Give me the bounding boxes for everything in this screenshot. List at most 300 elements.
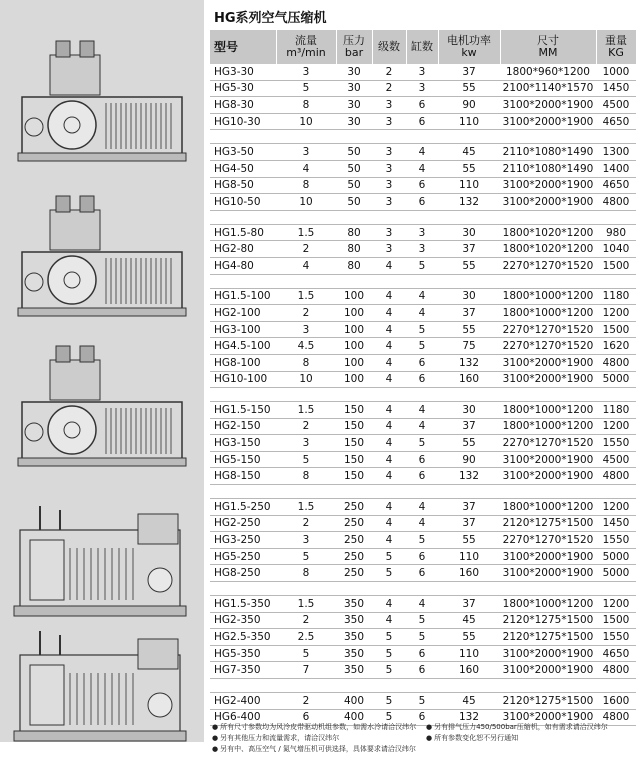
cell-size: 2120*1275*1500	[500, 515, 596, 532]
cell-model: HG3-100	[210, 321, 276, 338]
cell-cylinders: 6	[406, 468, 438, 485]
cell-model: HG2-100	[210, 305, 276, 322]
cell-flow: 8	[276, 354, 336, 371]
cell-flow: 3	[276, 321, 336, 338]
cell-pressure: 400	[336, 709, 372, 726]
cell-flow: 4	[276, 160, 336, 177]
cell-stages: 4	[372, 418, 406, 435]
cell-power: 132	[438, 194, 500, 211]
cell-stages: 2	[372, 64, 406, 80]
cell-pressure: 100	[336, 321, 372, 338]
cell-weight: 5000	[596, 371, 636, 388]
cell-cylinders: 3	[406, 80, 438, 97]
cell-power: 132	[438, 468, 500, 485]
cell-size: 2270*1270*1520	[500, 435, 596, 452]
cell-stages: 3	[372, 194, 406, 211]
cell-weight: 5000	[596, 548, 636, 565]
cell-cylinders: 5	[406, 612, 438, 629]
compressor-illustration	[10, 500, 190, 630]
cell-power: 45	[438, 612, 500, 629]
cell-stages: 3	[372, 144, 406, 161]
compressor-illustration	[10, 625, 190, 755]
cell-weight: 1400	[596, 160, 636, 177]
cell-pressure: 150	[336, 402, 372, 419]
cell-model: HG7-350	[210, 662, 276, 679]
cell-flow: 1.5	[276, 288, 336, 305]
cell-model: HG1.5-80	[210, 224, 276, 241]
cell-model: HG1.5-100	[210, 288, 276, 305]
cell-weight: 1180	[596, 402, 636, 419]
table-row	[210, 499, 636, 516]
cell-pressure: 80	[336, 257, 372, 274]
group-separator	[210, 679, 636, 693]
table-row	[210, 565, 636, 582]
cell-size: 1800*1000*1200	[500, 499, 596, 516]
cell-model: HG3-30	[210, 64, 276, 80]
cell-stages: 5	[372, 693, 406, 710]
cell-flow: 5	[276, 548, 336, 565]
header-size: 尺寸 MM	[500, 30, 596, 64]
cell-flow: 2	[276, 612, 336, 629]
table-row	[210, 354, 636, 371]
cell-cylinders: 4	[406, 515, 438, 532]
cell-power: 75	[438, 338, 500, 355]
cell-weight: 1450	[596, 80, 636, 97]
cell-size: 3100*2000*1900	[500, 97, 596, 114]
footnote: ● 另有其他压力和流量需求，请洽汉纬尔	[212, 734, 340, 742]
table-row	[210, 144, 636, 161]
cell-power: 55	[438, 80, 500, 97]
cell-weight: 1550	[596, 435, 636, 452]
table-row	[210, 113, 636, 130]
cell-size: 2270*1270*1520	[500, 321, 596, 338]
spec-table	[210, 30, 637, 726]
cell-model: HG3-150	[210, 435, 276, 452]
cell-pressure: 150	[336, 418, 372, 435]
cell-weight: 1500	[596, 612, 636, 629]
cell-stages: 4	[372, 305, 406, 322]
cell-size: 2120*1275*1500	[500, 693, 596, 710]
table-row	[210, 305, 636, 322]
cell-cylinders: 4	[406, 418, 438, 435]
cell-flow: 5	[276, 451, 336, 468]
cell-power: 45	[438, 144, 500, 161]
product-image-panel	[0, 0, 204, 742]
cell-model: HG8-30	[210, 97, 276, 114]
cell-cylinders: 6	[406, 645, 438, 662]
cell-cylinders: 3	[406, 64, 438, 80]
compressor-illustration	[10, 35, 190, 165]
cell-power: 160	[438, 565, 500, 582]
cell-stages: 4	[372, 612, 406, 629]
cell-model: HG4-50	[210, 160, 276, 177]
cell-cylinders: 5	[406, 257, 438, 274]
cell-size: 2100*1140*1570	[500, 80, 596, 97]
cell-weight: 4800	[596, 662, 636, 679]
cell-power: 55	[438, 435, 500, 452]
cell-pressure: 100	[336, 371, 372, 388]
cell-stages: 3	[372, 224, 406, 241]
compressor-illustration	[10, 190, 190, 320]
group-separator	[210, 485, 636, 499]
cell-flow: 10	[276, 113, 336, 130]
cell-weight: 4800	[596, 709, 636, 726]
compressor-illustration	[10, 340, 190, 470]
cell-stages: 3	[372, 177, 406, 194]
cell-pressure: 150	[336, 468, 372, 485]
cell-power: 37	[438, 418, 500, 435]
cell-power: 110	[438, 548, 500, 565]
cell-pressure: 250	[336, 565, 372, 582]
cell-pressure: 400	[336, 693, 372, 710]
table-row	[210, 693, 636, 710]
table-row	[210, 194, 636, 211]
cell-flow: 10	[276, 371, 336, 388]
cell-stages: 4	[372, 321, 406, 338]
cell-cylinders: 5	[406, 629, 438, 646]
cell-stages: 5	[372, 548, 406, 565]
cell-cylinders: 6	[406, 354, 438, 371]
cell-flow: 3	[276, 144, 336, 161]
cell-model: HG10-50	[210, 194, 276, 211]
cell-weight: 1500	[596, 257, 636, 274]
cell-cylinders: 3	[406, 224, 438, 241]
cell-power: 37	[438, 515, 500, 532]
cell-pressure: 150	[336, 451, 372, 468]
cell-flow: 2	[276, 418, 336, 435]
table-row	[210, 288, 636, 305]
table-row	[210, 548, 636, 565]
cell-weight: 1550	[596, 532, 636, 549]
cell-power: 55	[438, 160, 500, 177]
cell-model: HG4.5-100	[210, 338, 276, 355]
cell-weight: 1200	[596, 305, 636, 322]
cell-flow: 8	[276, 565, 336, 582]
cell-cylinders: 6	[406, 662, 438, 679]
cell-power: 110	[438, 645, 500, 662]
cell-power: 55	[438, 629, 500, 646]
cell-size: 2110*1080*1490	[500, 160, 596, 177]
cell-size: 3100*2000*1900	[500, 565, 596, 582]
table-header-row	[210, 30, 636, 64]
cell-power: 90	[438, 97, 500, 114]
table-row	[210, 160, 636, 177]
cell-weight: 1040	[596, 241, 636, 258]
spec-table-body	[210, 64, 636, 726]
cell-pressure: 30	[336, 80, 372, 97]
table-row	[210, 371, 636, 388]
cell-cylinders: 3	[406, 241, 438, 258]
cell-weight: 1200	[596, 499, 636, 516]
cell-flow: 2	[276, 305, 336, 322]
cell-size: 2120*1275*1500	[500, 629, 596, 646]
cell-flow: 4.5	[276, 338, 336, 355]
cell-flow: 2.5	[276, 629, 336, 646]
cell-stages: 4	[372, 532, 406, 549]
header-pressure: 压力 bar	[336, 30, 372, 64]
cell-power: 55	[438, 532, 500, 549]
cell-flow: 2	[276, 515, 336, 532]
cell-power: 30	[438, 224, 500, 241]
cell-stages: 4	[372, 499, 406, 516]
cell-weight: 1000	[596, 64, 636, 80]
cell-power: 160	[438, 662, 500, 679]
table-row	[210, 435, 636, 452]
cell-model: HG1.5-150	[210, 402, 276, 419]
cell-weight: 4800	[596, 194, 636, 211]
cell-cylinders: 5	[406, 435, 438, 452]
cell-stages: 3	[372, 241, 406, 258]
cell-power: 90	[438, 451, 500, 468]
cell-size: 1800*1000*1200	[500, 288, 596, 305]
table-row	[210, 241, 636, 258]
cell-flow: 3	[276, 64, 336, 80]
cell-size: 3100*2000*1900	[500, 177, 596, 194]
cell-cylinders: 4	[406, 402, 438, 419]
cell-model: HG8-50	[210, 177, 276, 194]
header-model: 型号	[210, 30, 276, 64]
cell-size: 1800*1020*1200	[500, 224, 596, 241]
cell-flow: 2	[276, 241, 336, 258]
cell-cylinders: 6	[406, 194, 438, 211]
cell-stages: 5	[372, 709, 406, 726]
cell-model: HG2-350	[210, 612, 276, 629]
cell-model: HG8-150	[210, 468, 276, 485]
cell-power: 110	[438, 113, 500, 130]
cell-power: 37	[438, 64, 500, 80]
cell-pressure: 250	[336, 532, 372, 549]
cell-model: HG10-30	[210, 113, 276, 130]
cell-pressure: 350	[336, 662, 372, 679]
table-row	[210, 662, 636, 679]
group-separator	[210, 210, 636, 224]
cell-cylinders: 5	[406, 321, 438, 338]
cell-power: 160	[438, 371, 500, 388]
cell-cylinders: 6	[406, 451, 438, 468]
cell-size: 3100*2000*1900	[500, 662, 596, 679]
cell-size: 1800*960*1200	[500, 64, 596, 80]
cell-flow: 6	[276, 709, 336, 726]
cell-cylinders: 4	[406, 160, 438, 177]
cell-power: 132	[438, 354, 500, 371]
cell-flow: 1.5	[276, 402, 336, 419]
table-row	[210, 321, 636, 338]
cell-model: HG8-250	[210, 565, 276, 582]
cell-size: 1800*1000*1200	[500, 596, 596, 613]
cell-stages: 5	[372, 662, 406, 679]
cell-flow: 1.5	[276, 596, 336, 613]
footnote: ● 另有中、高压空气 / 氮气增压机可供选择，具体要求请洽汉纬尔	[212, 745, 416, 753]
cell-pressure: 30	[336, 64, 372, 80]
cell-pressure: 350	[336, 645, 372, 662]
header-cylinders: 缸数	[406, 30, 438, 64]
cell-flow: 5	[276, 645, 336, 662]
cell-pressure: 80	[336, 241, 372, 258]
header-power: 电机功率 kw	[438, 30, 500, 64]
cell-model: HG5-250	[210, 548, 276, 565]
cell-power: 55	[438, 321, 500, 338]
cell-pressure: 100	[336, 338, 372, 355]
footnote: ● 所有尺寸参数均为风冷皮带驱动机组参数，如需水冷请洽汉纬尔	[212, 723, 417, 731]
table-row	[210, 468, 636, 485]
cell-model: HG5-30	[210, 80, 276, 97]
cell-weight: 1300	[596, 144, 636, 161]
cell-power: 30	[438, 402, 500, 419]
cell-size: 1800*1020*1200	[500, 241, 596, 258]
cell-weight: 4800	[596, 468, 636, 485]
cell-weight: 1180	[596, 288, 636, 305]
cell-pressure: 50	[336, 194, 372, 211]
cell-cylinders: 4	[406, 144, 438, 161]
cell-pressure: 350	[336, 629, 372, 646]
table-row	[210, 338, 636, 355]
cell-size: 2270*1270*1520	[500, 338, 596, 355]
cell-stages: 4	[372, 402, 406, 419]
cell-stages: 3	[372, 113, 406, 130]
cell-cylinders: 6	[406, 565, 438, 582]
table-row	[210, 257, 636, 274]
footnote: ● 所有参数变化恕不另行通知	[426, 734, 519, 742]
cell-model: HG5-150	[210, 451, 276, 468]
group-separator	[210, 274, 636, 288]
cell-weight: 5000	[596, 565, 636, 582]
table-row	[210, 97, 636, 114]
cell-power: 30	[438, 288, 500, 305]
cell-size: 3100*2000*1900	[500, 371, 596, 388]
cell-flow: 8	[276, 468, 336, 485]
cell-cylinders: 4	[406, 305, 438, 322]
cell-weight: 1200	[596, 596, 636, 613]
cell-power: 37	[438, 499, 500, 516]
cell-model: HG3-50	[210, 144, 276, 161]
cell-pressure: 100	[336, 354, 372, 371]
cell-cylinders: 6	[406, 371, 438, 388]
cell-pressure: 150	[336, 435, 372, 452]
table-row	[210, 515, 636, 532]
cell-size: 3100*2000*1900	[500, 709, 596, 726]
cell-pressure: 50	[336, 177, 372, 194]
cell-pressure: 350	[336, 596, 372, 613]
cell-size: 3100*2000*1900	[500, 354, 596, 371]
cell-weight: 4650	[596, 113, 636, 130]
cell-weight: 1200	[596, 418, 636, 435]
cell-size: 1800*1000*1200	[500, 402, 596, 419]
footnote: ● 另有排气压力450/500bar压缩机，如有需求请洽汉纬尔	[426, 723, 608, 731]
page-title: HG系列空气压缩机	[214, 11, 327, 26]
table-row	[210, 80, 636, 97]
cell-weight: 1500	[596, 321, 636, 338]
table-row	[210, 64, 636, 80]
cell-flow: 3	[276, 532, 336, 549]
cell-model: HG2-400	[210, 693, 276, 710]
cell-stages: 3	[372, 97, 406, 114]
cell-cylinders: 6	[406, 177, 438, 194]
cell-stages: 4	[372, 354, 406, 371]
cell-size: 2270*1270*1520	[500, 532, 596, 549]
cell-flow: 1.5	[276, 499, 336, 516]
cell-size: 2110*1080*1490	[500, 144, 596, 161]
cell-cylinders: 6	[406, 548, 438, 565]
cell-size: 1800*1000*1200	[500, 418, 596, 435]
cell-stages: 5	[372, 629, 406, 646]
cell-flow: 4	[276, 257, 336, 274]
cell-stages: 4	[372, 596, 406, 613]
table-row	[210, 645, 636, 662]
table-row	[210, 224, 636, 241]
cell-size: 3100*2000*1900	[500, 548, 596, 565]
cell-flow: 10	[276, 194, 336, 211]
cell-stages: 4	[372, 338, 406, 355]
cell-power: 55	[438, 257, 500, 274]
cell-power: 45	[438, 693, 500, 710]
cell-stages: 4	[372, 371, 406, 388]
cell-power: 37	[438, 596, 500, 613]
cell-size: 3100*2000*1900	[500, 113, 596, 130]
table-row	[210, 177, 636, 194]
table-row	[210, 418, 636, 435]
cell-flow: 2	[276, 693, 336, 710]
table-row	[210, 629, 636, 646]
cell-model: HG2-150	[210, 418, 276, 435]
cell-power: 37	[438, 305, 500, 322]
cell-flow: 3	[276, 435, 336, 452]
cell-model: HG2.5-350	[210, 629, 276, 646]
cell-model: HG2-250	[210, 515, 276, 532]
cell-pressure: 30	[336, 113, 372, 130]
cell-model: HG1.5-250	[210, 499, 276, 516]
cell-size: 3100*2000*1900	[500, 468, 596, 485]
cell-power: 37	[438, 241, 500, 258]
table-row	[210, 596, 636, 613]
cell-stages: 4	[372, 257, 406, 274]
cell-size: 3100*2000*1900	[500, 194, 596, 211]
cell-pressure: 80	[336, 224, 372, 241]
cell-pressure: 50	[336, 144, 372, 161]
cell-weight: 1600	[596, 693, 636, 710]
cell-weight: 1450	[596, 515, 636, 532]
cell-power: 110	[438, 177, 500, 194]
cell-cylinders: 4	[406, 596, 438, 613]
cell-cylinders: 4	[406, 499, 438, 516]
cell-pressure: 100	[336, 288, 372, 305]
cell-weight: 980	[596, 224, 636, 241]
group-separator	[210, 130, 636, 144]
cell-weight: 4500	[596, 451, 636, 468]
cell-cylinders: 6	[406, 97, 438, 114]
cell-flow: 1.5	[276, 224, 336, 241]
group-separator	[210, 582, 636, 596]
cell-model: HG10-100	[210, 371, 276, 388]
cell-model: HG6-400	[210, 709, 276, 726]
cell-pressure: 350	[336, 612, 372, 629]
header-flow: 流量 m³/min	[276, 30, 336, 64]
cell-pressure: 50	[336, 160, 372, 177]
cell-pressure: 30	[336, 97, 372, 114]
cell-weight: 4650	[596, 645, 636, 662]
cell-size: 3100*2000*1900	[500, 451, 596, 468]
cell-pressure: 250	[336, 515, 372, 532]
cell-cylinders: 5	[406, 532, 438, 549]
cell-model: HG1.5-350	[210, 596, 276, 613]
cell-stages: 4	[372, 288, 406, 305]
cell-stages: 4	[372, 515, 406, 532]
header-weight: 重量 KG	[596, 30, 636, 64]
header-stages: 级数	[372, 30, 406, 64]
cell-model: HG8-100	[210, 354, 276, 371]
table-row	[210, 402, 636, 419]
cell-model: HG5-350	[210, 645, 276, 662]
table-row	[210, 451, 636, 468]
